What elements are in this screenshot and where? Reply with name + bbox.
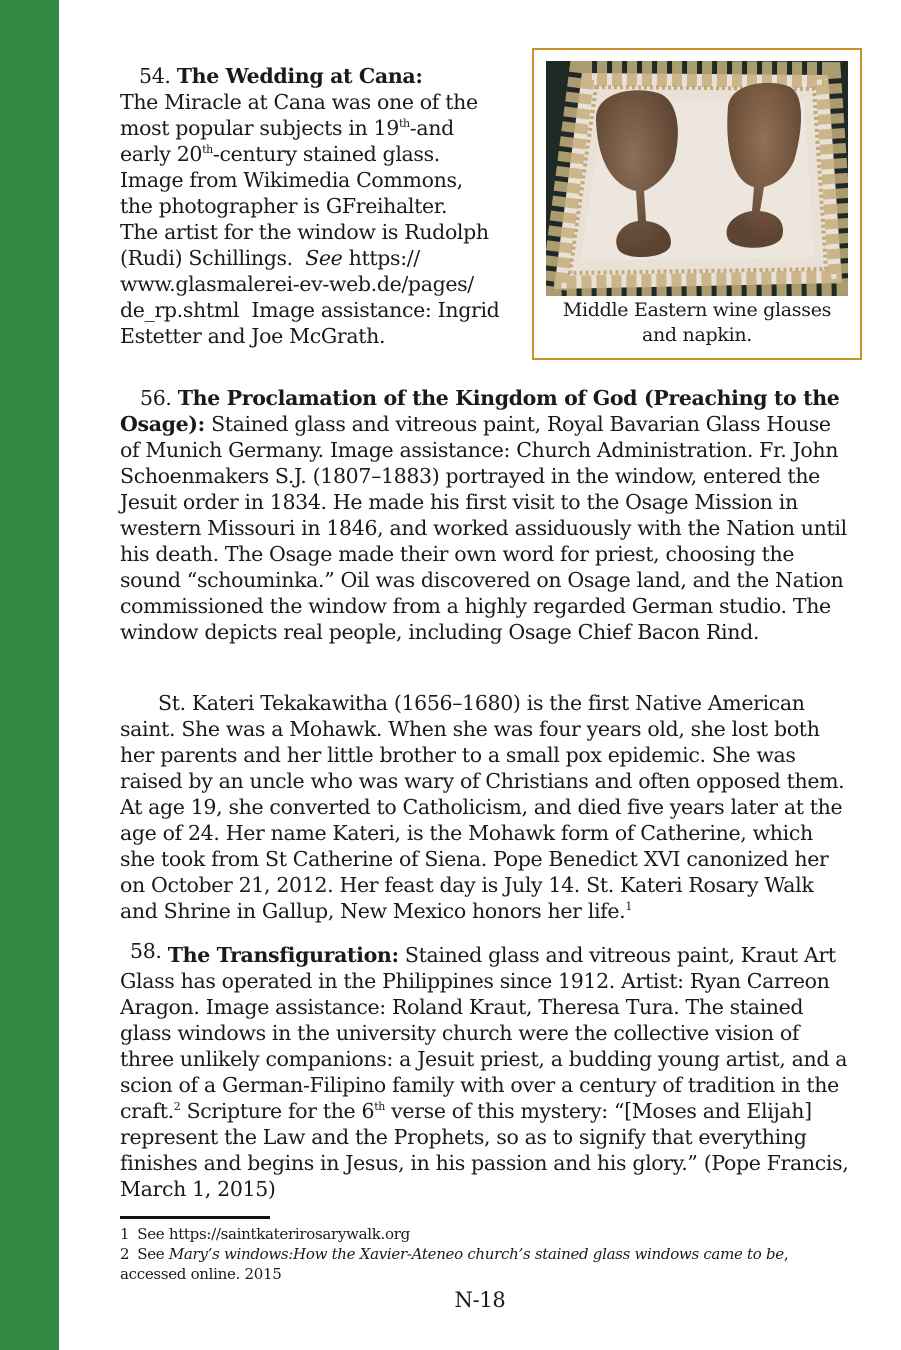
text-line: early 20th-century stained glass. (120, 142, 440, 166)
figure-caption: Middle Eastern wine glasses and napkin. (562, 299, 832, 346)
item-title: The Wedding at Cana: (176, 64, 423, 88)
item-number: 58. (130, 939, 162, 963)
item-body: Stained glass and vitreous paint, Kraut Art Glass has operated in the Philippines since 1912. Artist: Ryan Carreon Aragon. Image assistance: Roland Kraut, Theresa Tura. The stained glass windows in the university church were the collective vision of three unlikely companions: a Jesuit priest, a budding young artist, and a scion of a German-Filipino family with over a century of tradition in the craft. (120, 943, 848, 1123)
text-line: de_rp.shtml Image assistance: Ingrid (120, 298, 500, 322)
text-line: most popular subjects in 19th-and (120, 116, 454, 140)
text-line: www.glasmalerei-ev-web.de/pages/ (120, 272, 474, 296)
item-number: 56. (140, 386, 172, 410)
text-line: The Miracle at Cana was one of the (120, 90, 478, 114)
item-54-wedding-at-cana (120, 63, 515, 349)
footnote-link[interactable]: See https://saintkaterirosarywalk.org (137, 1225, 410, 1243)
green-side-bar (0, 0, 59, 1350)
footnote-ref-2[interactable]: 2 (173, 1100, 181, 1113)
text-line: the photographer is GFreihalter. (120, 194, 448, 218)
text-line: Image from Wikimedia Commons, (120, 168, 463, 192)
item-title: The Proclamation of the Kingdom of God (Preaching to the Osage): (120, 386, 840, 436)
wine-glasses-image-icon (546, 61, 848, 296)
figure-wine-glasses (532, 48, 862, 360)
footnote-2: 2 See Mary’s windows:How the Xavier-Ateneo church’s stained glass windows came to be, accessed online. 2015 (120, 1245, 789, 1283)
footnote-divider (120, 1216, 270, 1219)
item-body: Stained glass and vitreous paint, Royal Bavarian Glass House of Munich Germany. Image assistance: Church Administration. Fr. John Schoenmakers S.J. (1807–1883) portrayed in the window, entered the Jesuit order in 1834. He made his first visit to the Osage Mission in western Missouri in 1846, and worked assiduously with the Nation until his death. The Osage made their own word for priest, choosing the sound “schouminka.” Oil was discovered on Osage land, and the Nation commissioned the window from a highly regarded German studio. The window depicts real people, including Osage Chief Bacon Rind. (120, 412, 847, 644)
footnote-1: 1 See https://saintkaterirosarywalk.org (120, 1225, 410, 1243)
page-number: N-18 (454, 1288, 506, 1312)
text-line: The artist for the window is Rudolph (120, 220, 489, 244)
footnotes (120, 1224, 850, 1284)
wine-glasses-photo (546, 61, 848, 296)
footnote-ref-1[interactable]: 1 (625, 900, 633, 913)
text-line: (Rudi) Schillings. See https:// (120, 246, 420, 270)
kateri-paragraph (120, 690, 850, 924)
item-56-proclamation (120, 385, 850, 645)
item-number: 54. (139, 64, 171, 88)
item-58-transfiguration (120, 939, 850, 1202)
scripture-text: Scripture for the 6th verse of this mystery: “[Moses and Elijah] represent the Law and the Prophets, so as to signify that everything finishes and begins in Jesus, in his passion and his glory.” (Pope Francis, March 1, 2015) (120, 1099, 849, 1201)
kateri-body: St. Kateri Tekakawitha (1656–1680) is the first Native American saint. She was a Mohawk. When she was four years old, she lost both her parents and her little brother to a small pox epidemic. She was raised by an uncle who was wary of Christians and often opposed them. At age 19, she converted to Catholicism, and died five years later at the age of 24. Her name Kateri, is the Mohawk form of Catherine, which she took from St Catherine of Siena. Pope Benedict XVI canonized her on October 21, 2012. Her feast day is July 14. St. Kateri Rosary Walk and Shrine in Gallup, New Mexico honors her life. (120, 691, 845, 923)
text-line: Estetter and Joe McGrath. (120, 324, 386, 348)
item-title: The Transfiguration: (167, 943, 399, 967)
